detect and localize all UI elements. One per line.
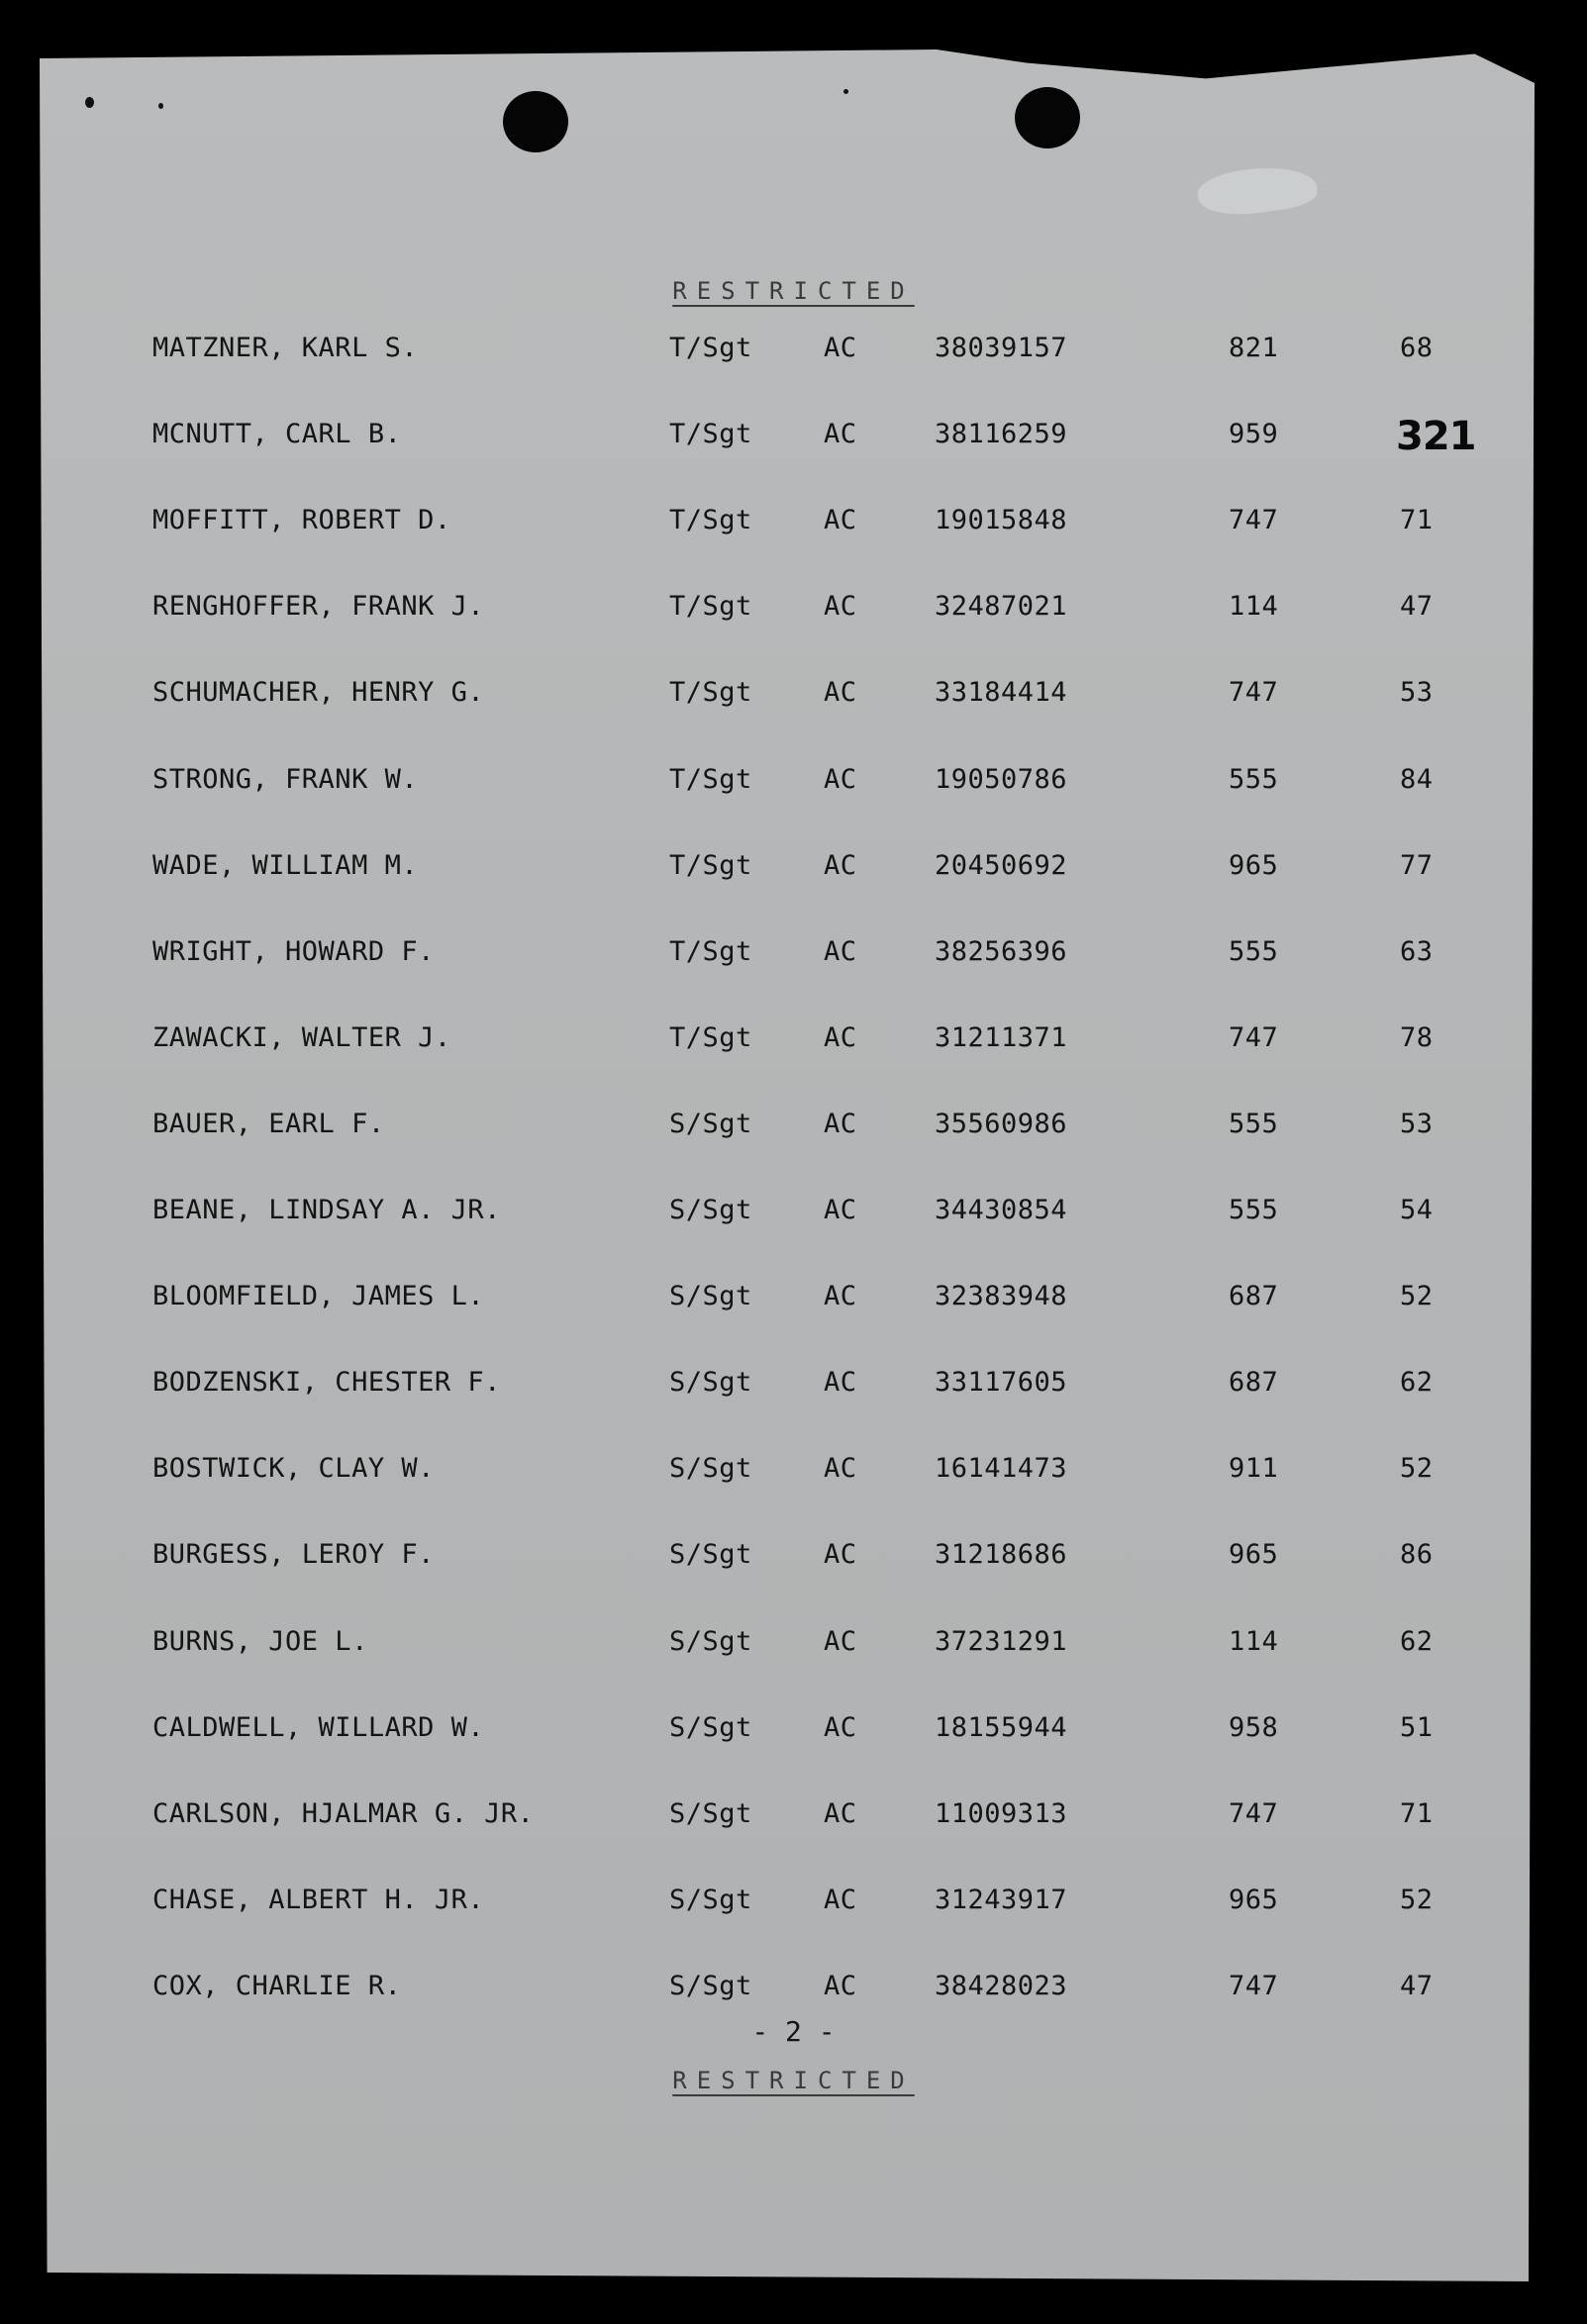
soldier-branch: AC: [824, 1625, 857, 1657]
soldier-branch: AC: [824, 1711, 857, 1743]
soldier-branch: AC: [824, 935, 857, 967]
soldier-rank: S/Sgt: [669, 1367, 752, 1399]
mos-code: 747: [1229, 505, 1279, 536]
table-row: [0, 1971, 1587, 2010]
table-row: [0, 419, 1587, 458]
score-value: 71: [1400, 505, 1434, 536]
soldier-branch: AC: [824, 677, 857, 709]
header-classification: RESTRICTED: [672, 277, 915, 305]
mos-code: 911: [1229, 1453, 1279, 1485]
soldier-rank: T/Sgt: [669, 849, 752, 881]
score-value: 52: [1400, 1281, 1434, 1312]
mos-code: 821: [1229, 333, 1279, 363]
soldier-rank: S/Sgt: [669, 1711, 752, 1743]
table-row: [0, 1109, 1587, 1148]
soldier-branch: AC: [824, 1108, 857, 1139]
serial-number: 16141473: [935, 1453, 1068, 1485]
serial-number: 38116259: [935, 419, 1068, 450]
serial-number: 38039157: [935, 333, 1068, 363]
score-value: 68: [1400, 333, 1434, 363]
soldier-name: MCNUTT, CARL B.: [152, 419, 402, 450]
table-row: [0, 1712, 1587, 1752]
serial-number: 38256396: [935, 935, 1068, 967]
table-row: [0, 1626, 1587, 1666]
footer-classification: RESTRICTED: [672, 2067, 915, 2094]
soldier-rank: S/Sgt: [669, 1281, 752, 1312]
mos-code: 747: [1229, 1970, 1279, 2001]
soldier-name: CARLSON, HJALMAR G. JR.: [152, 1797, 535, 1829]
soldier-name: COX, CHARLIE R.: [152, 1970, 402, 2001]
score-value: 77: [1400, 849, 1434, 881]
mos-code: 958: [1229, 1711, 1279, 1743]
soldier-branch: AC: [824, 591, 857, 623]
serial-number: 31211371: [935, 1021, 1068, 1053]
table-row: [0, 1281, 1587, 1320]
soldier-rank: T/Sgt: [669, 935, 752, 967]
mos-code: 965: [1229, 1539, 1279, 1571]
stamped-page-number: 321: [1396, 414, 1476, 459]
soldier-branch: AC: [824, 1797, 857, 1829]
soldier-rank: T/Sgt: [669, 591, 752, 623]
score-value: 47: [1400, 591, 1434, 623]
ink-speck: [85, 97, 94, 108]
mos-code: 114: [1229, 591, 1279, 623]
table-row: [0, 936, 1587, 976]
soldier-name: BODZENSKI, CHESTER F.: [152, 1367, 501, 1399]
soldier-rank: S/Sgt: [669, 1539, 752, 1571]
soldier-rank: T/Sgt: [669, 677, 752, 709]
serial-number: 32383948: [935, 1281, 1068, 1312]
document-page: [40, 49, 1535, 2281]
soldier-name: BOSTWICK, CLAY W.: [152, 1453, 435, 1485]
soldier-rank: S/Sgt: [669, 1195, 752, 1225]
soldier-name: MATZNER, KARL S.: [152, 333, 419, 363]
mos-code: 965: [1229, 1884, 1279, 1915]
mos-code: 114: [1229, 1625, 1279, 1657]
score-value: 71: [1400, 1797, 1434, 1829]
soldier-rank: S/Sgt: [669, 1884, 752, 1915]
score-value: 62: [1400, 1367, 1434, 1399]
soldier-branch: AC: [824, 333, 857, 363]
serial-number: 33184414: [935, 677, 1068, 709]
table-row: [0, 333, 1587, 372]
table-row: [0, 1022, 1587, 1062]
table-row: [0, 1195, 1587, 1234]
score-value: 52: [1400, 1453, 1434, 1485]
serial-number: 31243917: [935, 1884, 1068, 1915]
soldier-branch: AC: [824, 1539, 857, 1571]
soldier-branch: AC: [824, 1021, 857, 1053]
soldier-branch: AC: [824, 1367, 857, 1399]
table-row: [0, 1885, 1587, 1924]
mos-code: 747: [1229, 1021, 1279, 1053]
serial-number: 37231291: [935, 1625, 1068, 1657]
soldier-rank: T/Sgt: [669, 505, 752, 536]
mos-code: 555: [1229, 763, 1279, 795]
serial-number: 19015848: [935, 505, 1068, 536]
soldier-rank: T/Sgt: [669, 419, 752, 450]
table-row: [0, 1367, 1587, 1406]
soldier-name: BLOOMFIELD, JAMES L.: [152, 1281, 485, 1312]
mos-code: 965: [1229, 849, 1279, 881]
score-value: 86: [1400, 1539, 1434, 1571]
serial-number: 35560986: [935, 1108, 1068, 1139]
soldier-branch: AC: [824, 763, 857, 795]
soldier-branch: AC: [824, 1970, 857, 2001]
serial-number: 38428023: [935, 1970, 1068, 2001]
table-row: [0, 850, 1587, 890]
mos-code: 747: [1229, 677, 1279, 709]
soldier-name: BURNS, JOE L.: [152, 1625, 368, 1657]
score-value: 51: [1400, 1711, 1434, 1743]
soldier-rank: T/Sgt: [669, 763, 752, 795]
table-row: [0, 764, 1587, 804]
mos-code: 555: [1229, 1195, 1279, 1225]
ink-speck: [158, 103, 163, 109]
soldier-branch: AC: [824, 1195, 857, 1225]
mos-code: 687: [1229, 1281, 1279, 1312]
serial-number: 34430854: [935, 1195, 1068, 1225]
soldier-name: STRONG, FRANK W.: [152, 763, 419, 795]
soldier-rank: T/Sgt: [669, 1021, 752, 1053]
soldier-name: WRIGHT, HOWARD F.: [152, 935, 435, 967]
soldier-name: SCHUMACHER, HENRY G.: [152, 677, 485, 709]
score-value: 78: [1400, 1021, 1434, 1053]
page-number: - 2 -: [751, 2015, 836, 2048]
soldier-name: BEANE, LINDSAY A. JR.: [152, 1195, 501, 1225]
ink-speck: [843, 89, 848, 94]
soldier-rank: S/Sgt: [669, 1797, 752, 1829]
serial-number: 19050786: [935, 763, 1068, 795]
soldier-branch: AC: [824, 849, 857, 881]
soldier-name: CHASE, ALBERT H. JR.: [152, 1884, 485, 1915]
soldier-rank: S/Sgt: [669, 1453, 752, 1485]
score-value: 47: [1400, 1970, 1434, 2001]
score-value: 53: [1400, 1108, 1434, 1139]
soldier-rank: S/Sgt: [669, 1970, 752, 2001]
soldier-rank: T/Sgt: [669, 333, 752, 363]
soldier-name: ZAWACKI, WALTER J.: [152, 1021, 451, 1053]
serial-number: 32487021: [935, 591, 1068, 623]
mos-code: 555: [1229, 935, 1279, 967]
score-value: 84: [1400, 763, 1434, 795]
table-row: [0, 591, 1587, 630]
soldier-branch: AC: [824, 505, 857, 536]
table-row: [0, 1453, 1587, 1493]
soldier-branch: AC: [824, 1281, 857, 1312]
serial-number: 31218686: [935, 1539, 1068, 1571]
soldier-rank: S/Sgt: [669, 1108, 752, 1139]
score-value: 63: [1400, 935, 1434, 967]
serial-number: 11009313: [935, 1797, 1068, 1829]
soldier-name: RENGHOFFER, FRANK J.: [152, 591, 485, 623]
table-row: [0, 1798, 1587, 1838]
score-value: 53: [1400, 677, 1434, 709]
score-value: 62: [1400, 1625, 1434, 1657]
punch-hole-left: [503, 91, 568, 152]
soldier-name: WADE, WILLIAM M.: [152, 849, 419, 881]
soldier-name: MOFFITT, ROBERT D.: [152, 505, 451, 536]
soldier-branch: AC: [824, 1884, 857, 1915]
soldier-name: BURGESS, LEROY F.: [152, 1539, 435, 1571]
soldier-rank: S/Sgt: [669, 1625, 752, 1657]
table-row: [0, 1539, 1587, 1579]
soldier-name: BAUER, EARL F.: [152, 1108, 385, 1139]
mos-code: 959: [1229, 419, 1279, 450]
soldier-name: CALDWELL, WILLARD W.: [152, 1711, 485, 1743]
score-value: 52: [1400, 1884, 1434, 1915]
mos-code: 687: [1229, 1367, 1279, 1399]
punch-hole-right: [1015, 87, 1080, 148]
soldier-branch: AC: [824, 1453, 857, 1485]
serial-number: 20450692: [935, 849, 1068, 881]
mos-code: 555: [1229, 1108, 1279, 1139]
serial-number: 33117605: [935, 1367, 1068, 1399]
soldier-branch: AC: [824, 419, 857, 450]
table-row: [0, 505, 1587, 544]
table-row: [0, 677, 1587, 717]
score-value: 54: [1400, 1195, 1434, 1225]
serial-number: 18155944: [935, 1711, 1068, 1743]
mos-code: 747: [1229, 1797, 1279, 1829]
